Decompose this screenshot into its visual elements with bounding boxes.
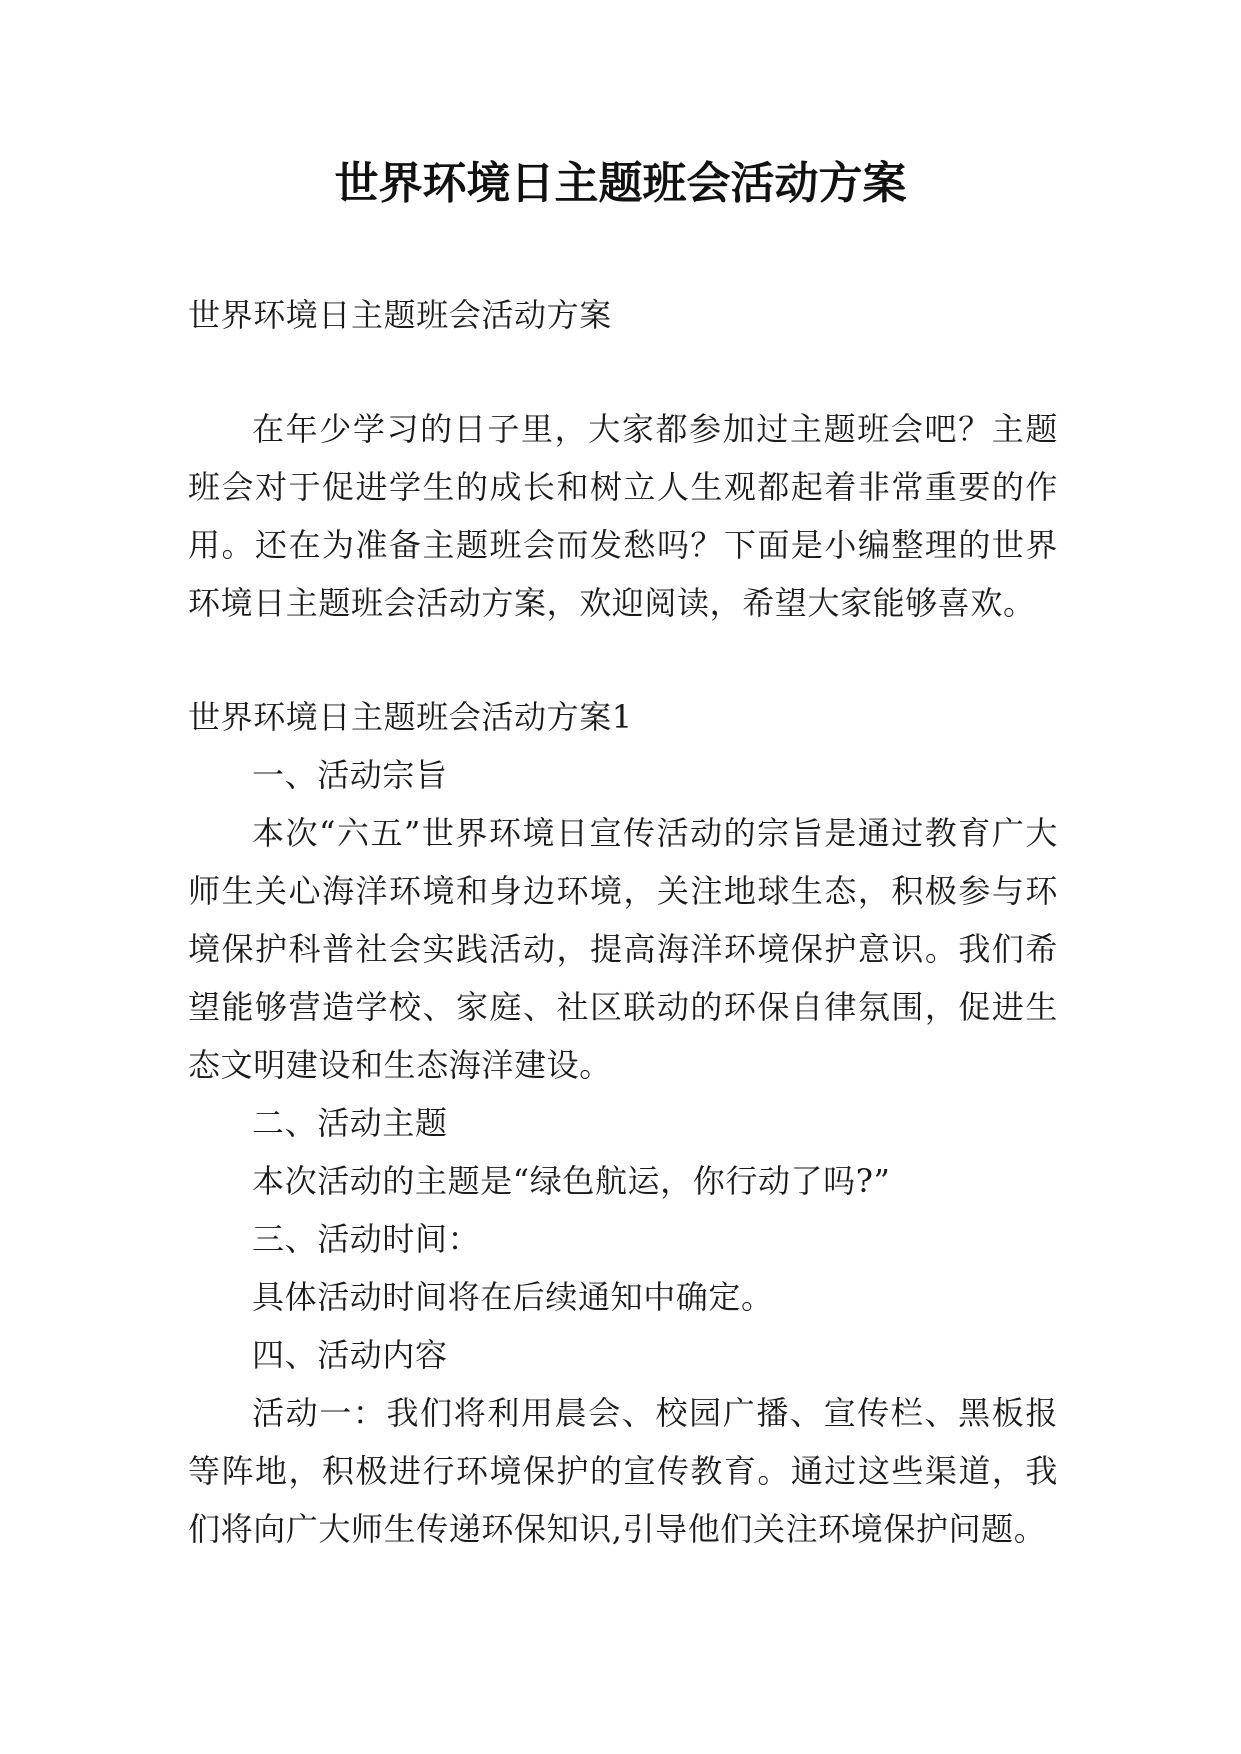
document-subtitle: 世界环境日主题班会活动方案 [188, 296, 612, 334]
section-text-theme: 本次活动的主题是“绿色航运，你行动了吗?” [252, 1162, 891, 1200]
document-body [188, 286, 1058, 1558]
section-heading-purpose: 一、活动宗旨 [252, 756, 448, 794]
section-text-time: 具体活动时间将在后续通知中确定。 [252, 1278, 774, 1316]
document-title: 世界环境日主题班会活动方案 [334, 158, 907, 209]
section-heading-time: 三、活动时间： [252, 1220, 481, 1258]
section-text-purpose: 本次“六五”世界环境日宣传活动的宗旨是通过教育广大师生关心海洋环境和身边环境，关注地球生态，积极参与环境保护科普社会实践活动，提高海洋环境保护意识。我们希望能够营造学校、家庭、社区联动的环保自律氛围，促进生态文明建设和生态海洋建设。 [188, 814, 1058, 1084]
section-title: 世界环境日主题班会活动方案1 [188, 698, 633, 736]
section-heading-content: 四、活动内容 [252, 1336, 448, 1374]
section-heading-theme: 二、活动主题 [252, 1104, 448, 1142]
intro-paragraph: 在年少学习的日子里，大家都参加过主题班会吧？主题班会对于促进学生的成长和树立人生观都起着非常重要的作用。还在为准备主题班会而发愁吗？下面是小编整理的世界环境日主题班会活动方案，欢迎阅读，希望大家能够喜欢。 [188, 410, 1058, 622]
section-text-content: 活动一：我们将利用晨会、校园广播、宣传栏、黑板报等阵地，积极进行环境保护的宣传教育。通过这些渠道，我们将向广大师生传递环保知识,引导他们关注环境保护问题。 [188, 1394, 1058, 1548]
